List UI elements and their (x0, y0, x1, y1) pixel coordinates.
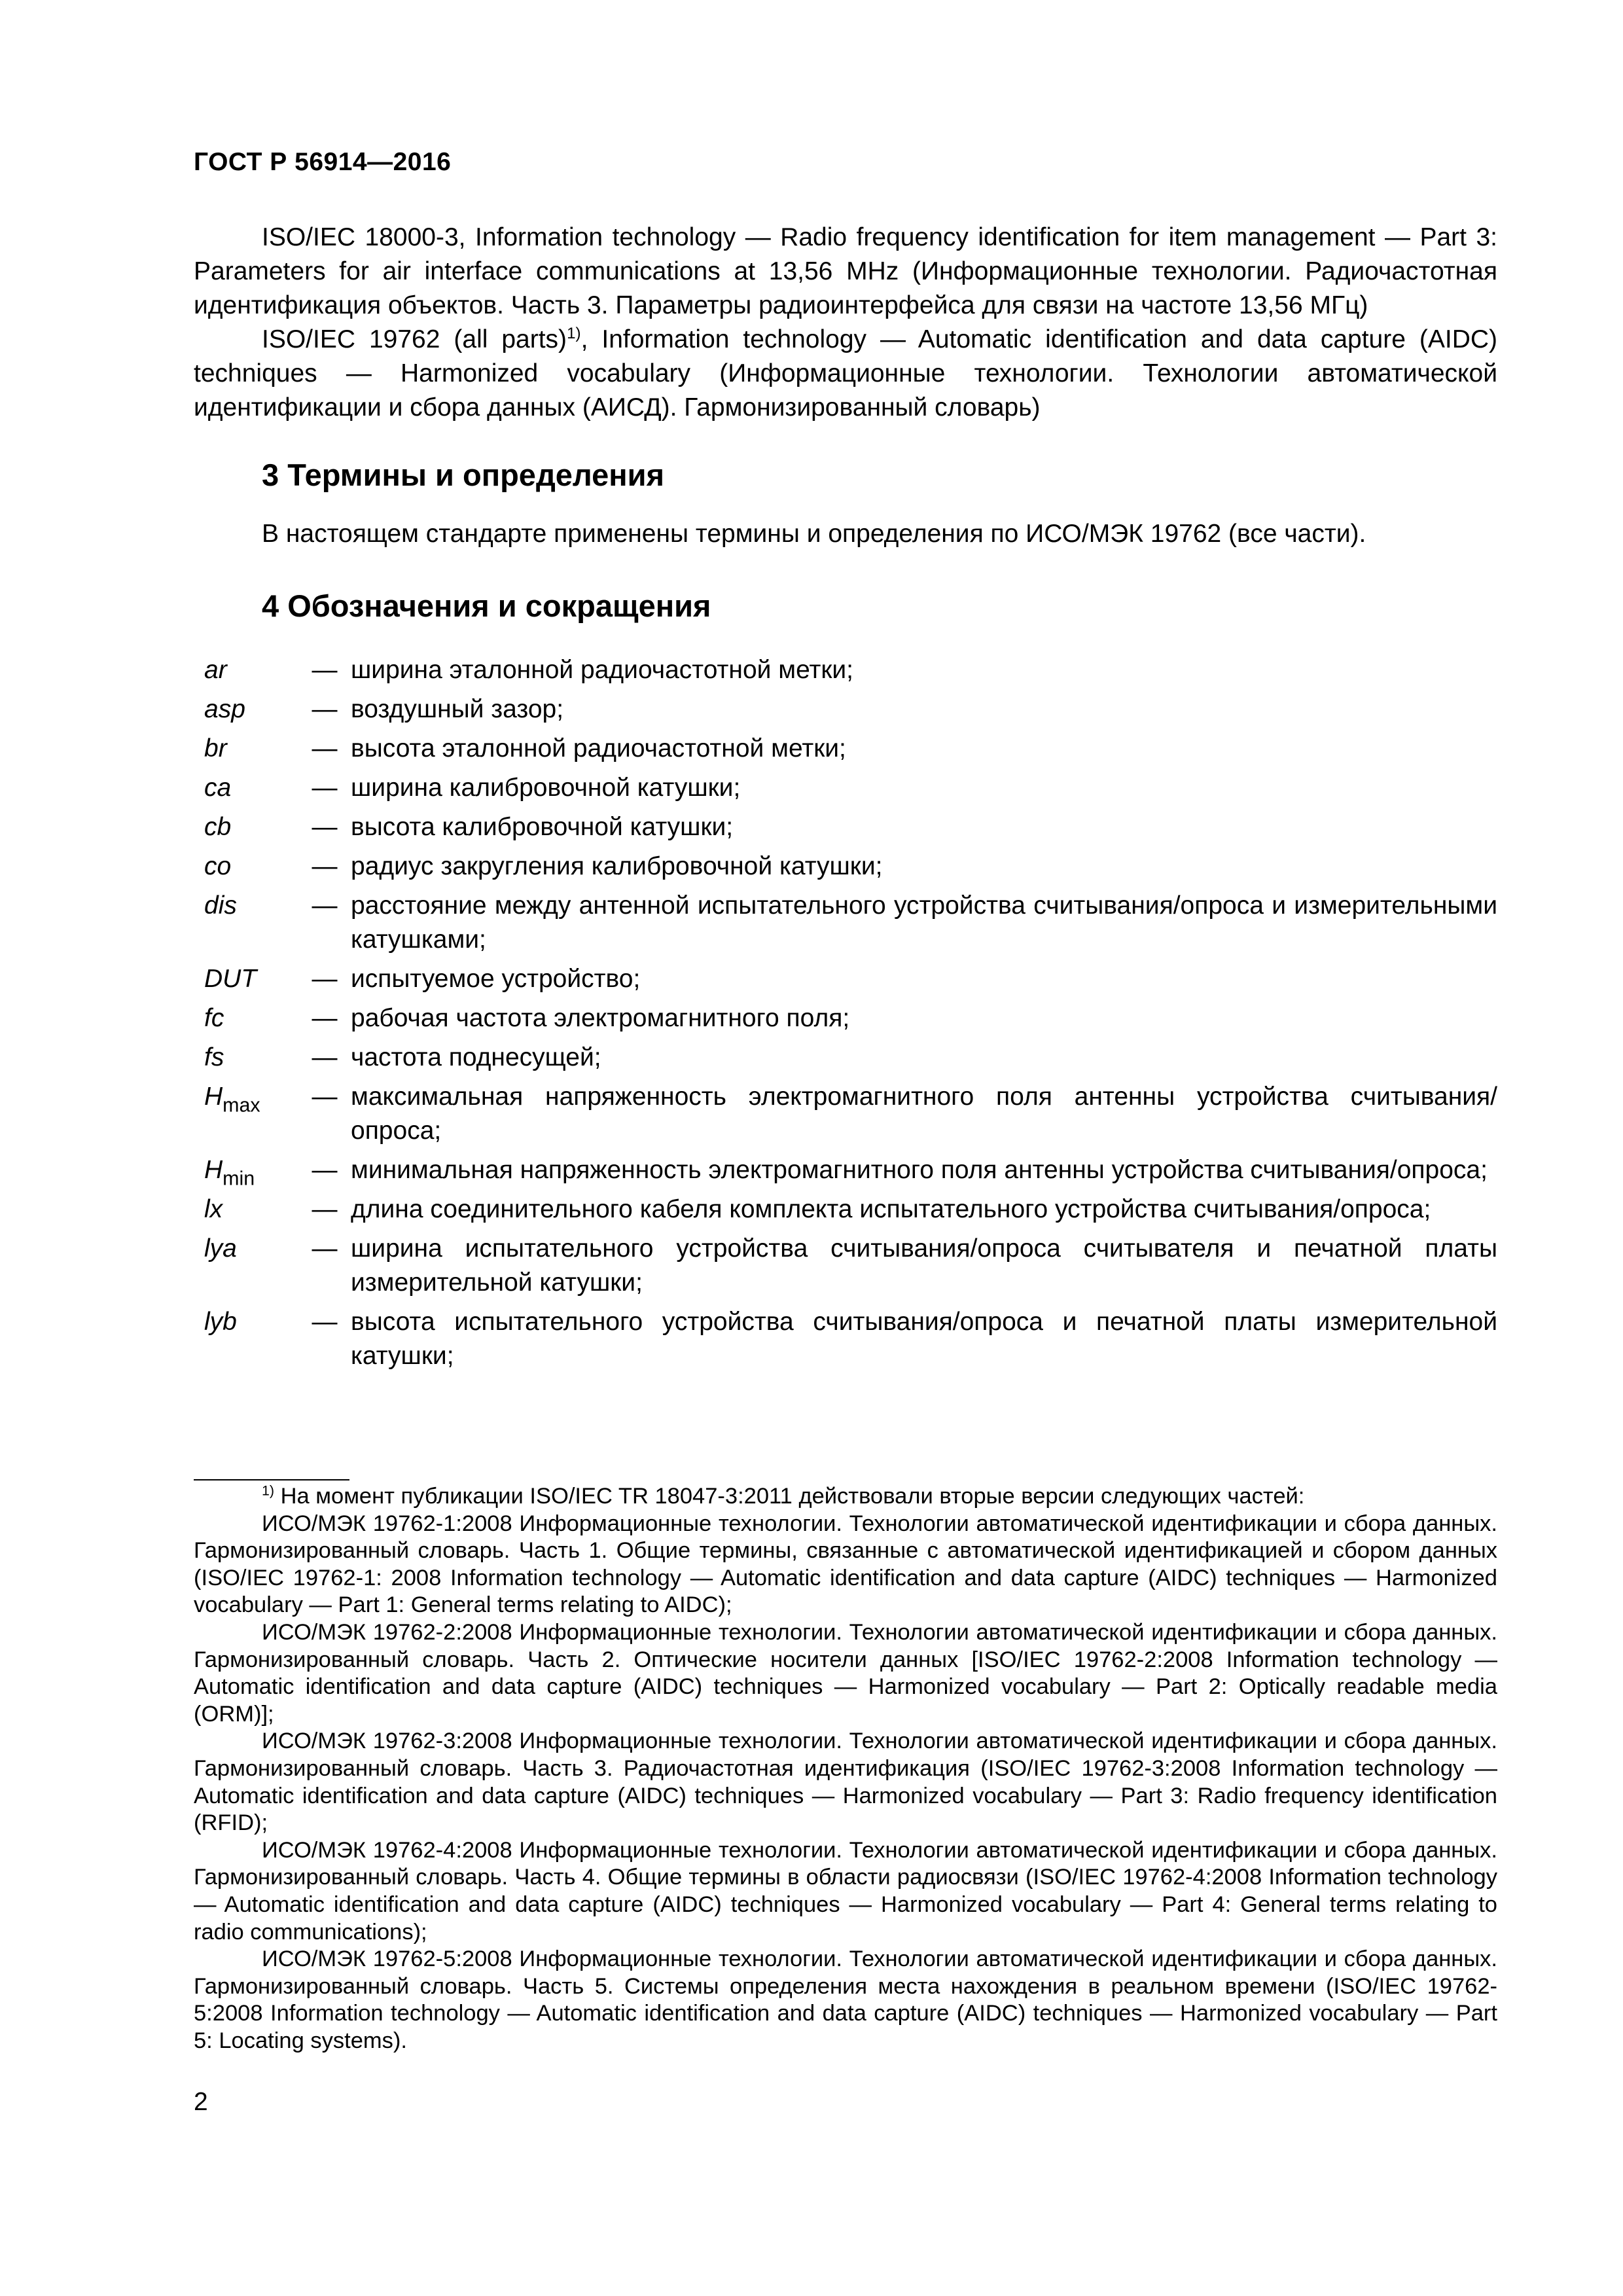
abbreviation-dash: — (312, 891, 338, 920)
abbreviation-definition: высота калибровочной катушки; (351, 813, 734, 841)
reference-text-end: , Information technology — Automatic identification and data capture (AIDC) techniques — Harmonized vocabulary (Информационные технологии. Технологии автоматической идентификации и сбора данных (АИСД). Гармонизированный словарь) (194, 325, 1498, 422)
reference-iso-19762 (194, 323, 1497, 425)
section-4-heading: 4 Обозначения и сокращения (262, 588, 711, 623)
abbreviation-dash: — (312, 774, 338, 802)
abbreviation-symbol: H (204, 1083, 223, 1111)
abbreviation-term (204, 732, 298, 766)
abbreviation-dash: — (312, 1308, 338, 1336)
abbreviation-symbol: lyb (204, 1308, 237, 1336)
abbreviation-term (204, 962, 298, 996)
page-number: 2 (194, 2088, 208, 2116)
abbreviation-symbol: fc (204, 1004, 224, 1032)
abbreviation-definition: ширина калибровочной катушки; (351, 774, 741, 802)
abbreviation-row (204, 889, 1497, 957)
abbreviation-dash: — (312, 1156, 338, 1184)
abbreviation-subscript: min (223, 1167, 255, 1190)
abbreviation-symbol: ar (204, 656, 227, 684)
abbreviation-row (204, 1080, 1497, 1148)
abbreviation-term (204, 1232, 298, 1300)
footnote-paragraph: ИСО/МЭК 19762-5:2008 Информационные технологии. Технологии автоматической идентификации и сбора данных. Гармонизированный словарь. Часть 5. Системы определения места нахождения в реальном времени (ISO/IEC 19762-5:2008 Information technology — Automatic identification and data capture (AIDC) techniques — Harmonized vocabulary — Part 5: Locating systems). (194, 1946, 1497, 2053)
abbreviation-symbol: fs (204, 1043, 224, 1071)
abbreviation-term (204, 692, 298, 726)
footnote-mark: 1) (262, 1482, 275, 1499)
reference-iso-18000-3: ISO/IEC 18000-3, Information technology — Radio frequency identification for item management — Part 3: Parameters for air interface communications at 13,56 MHz (Информационные технологии. Радиочастотная идентификация объектов. Часть 3. Параметры радиоинтерфейса для связи на частоте 13,56 МГц) (194, 223, 1497, 319)
abbreviation-term (204, 1193, 298, 1227)
abbreviation-definition: расстояние между антенной испытательного устройства считывания/опроса и измерительными катушками; (351, 891, 1497, 954)
abbreviation-dash: — (312, 1234, 338, 1263)
abbreviation-term (204, 1305, 298, 1373)
abbreviation-symbol: ca (204, 774, 232, 802)
abbreviation-definition: радиус закругления калибровочной катушки; (351, 852, 883, 880)
abbreviation-dash: — (312, 1195, 338, 1223)
normative-references (194, 221, 1497, 425)
abbreviation-dash: — (312, 1083, 338, 1111)
footnote-paragraph: ИСО/МЭК 19762-2:2008 Информационные технологии. Технологии автоматической идентификации и сбора данных. Гармонизированный словарь. Часть 2. Оптические носители данных [ISO/IEC 19762-2:2008 Information technology — Automatic identification and data capture (AIDC) techniques — Harmonized vocabulary — Part 2: Optically readable media (ORM)]; (194, 1619, 1497, 1727)
abbreviation-row (204, 962, 1497, 996)
abbreviation-definition: ширина испытательного устройства считывания/опроса считывателя и печатной платы измерительной катушки; (351, 1234, 1497, 1297)
abbreviation-definition: длина соединительного кабеля комплекта испытательного устройства считывания/опроса; (351, 1195, 1431, 1223)
abbreviation-dash: — (312, 965, 338, 993)
abbreviation-row (204, 1193, 1497, 1227)
abbreviation-definition: рабочая частота электромагнитного поля; (351, 1004, 850, 1032)
abbreviation-dash: — (312, 852, 338, 880)
abbreviation-row (204, 1041, 1497, 1075)
abbreviation-term (204, 850, 298, 884)
abbreviation-term (204, 1041, 298, 1075)
section-3-heading: 3 Термины и определения (262, 457, 664, 492)
footnotes (194, 1483, 1497, 2054)
abbreviation-row (204, 653, 1497, 687)
abbreviation-row (204, 692, 1497, 726)
abbreviation-definition: высота эталонной радиочастотной метки; (351, 734, 846, 762)
abbreviation-symbol: dis (204, 891, 237, 920)
abbreviation-row (204, 1232, 1497, 1300)
abbreviation-row (204, 771, 1497, 805)
footnote-paragraph: ИСО/МЭК 19762-1:2008 Информационные технологии. Технологии автоматической идентификации и сбора данных. Гармонизированный словарь. Часть 1. Общие термины, связанные с автоматической идентификацией и сбором данных (ISO/IEC 19762-1: 2008 Information technology — Automatic identification and data capture (AIDC) techniques — Harmonized vocabulary — Part 1: General terms relating to AIDC); (194, 1511, 1497, 1618)
abbreviation-dash: — (312, 695, 338, 723)
abbreviation-row (204, 1305, 1497, 1373)
document-code: ГОСТ Р 56914—2016 (194, 148, 452, 176)
abbreviation-row (204, 810, 1497, 844)
footnote-separator (194, 1479, 349, 1480)
abbreviation-dash: — (312, 1004, 338, 1032)
abbreviation-term (204, 771, 298, 805)
abbreviation-symbol: lx (204, 1195, 223, 1223)
abbreviation-row (204, 1001, 1497, 1035)
abbreviation-dash: — (312, 813, 338, 841)
abbreviation-dash: — (312, 656, 338, 684)
abbreviation-symbol: co (204, 852, 232, 880)
abbreviation-term (204, 1080, 298, 1148)
abbreviation-subscript: max (223, 1094, 260, 1117)
abbreviation-definition: максимальная напряженность электромагнитного поля антенны устройства считывания/опроса; (351, 1083, 1497, 1145)
abbreviation-row (204, 732, 1497, 766)
abbreviation-definition: воздушный зазор; (351, 695, 564, 723)
abbreviation-row (204, 850, 1497, 884)
footnote-paragraph: ИСО/МЭК 19762-4:2008 Информационные технологии. Технологии автоматической идентификации и сбора данных. Гармонизированный словарь. Часть 4. Общие термины в области радиосвязи (ISO/IEC 19762-4:2008 Information technology — Automatic identification and data capture (AIDC) techniques — Harmonized vocabulary — Part 4: General terms relating to radio communications); (194, 1837, 1497, 1945)
footnote-marker[interactable]: 1) (567, 325, 581, 342)
abbreviation-symbol: DUT (204, 965, 257, 993)
abbreviation-symbol: lya (204, 1234, 237, 1263)
abbreviation-symbol: cb (204, 813, 232, 841)
abbreviation-term (204, 810, 298, 844)
reference-text-start: ISO/IEC 19762 (all parts) (262, 325, 567, 353)
footnote-intro-text: На момент публикации ISO/IEC TR 18047-3:2011 действовали вторые версии следующих частей: (280, 1484, 1305, 1509)
footnote-intro (194, 1483, 1497, 1511)
footnote-paragraph: ИСО/МЭК 19762-3:2008 Информационные технологии. Технологии автоматической идентификации и сбора данных. Гармонизированный словарь. Часть 3. Радиочастотная идентификация (ISO/IEC 19762-3:2008 Information technology — Automatic identification and data capture (AIDC) techniques — Harmonized vocabulary — Part 3: Radio frequency identification (RFID); (194, 1729, 1497, 1836)
section-3-text: В настоящем стандарте применены термины и определения по ИСО/МЭК 19762 (все части). (262, 520, 1366, 548)
abbreviation-definition: высота испытательного устройства считывания/опроса и печатной платы измерительной катушки; (351, 1308, 1497, 1370)
abbreviation-symbol: asp (204, 695, 245, 723)
abbreviation-term (204, 1001, 298, 1035)
abbreviation-dash: — (312, 1043, 338, 1071)
abbreviation-row (204, 1153, 1497, 1190)
abbreviation-definition: минимальная напряженность электромагнитного поля антенны устройства считывания/опроса; (351, 1156, 1488, 1184)
abbreviation-term (204, 653, 298, 687)
abbreviations-list (204, 653, 1497, 1378)
abbreviation-symbol: H (204, 1156, 223, 1184)
abbreviation-definition: ширина эталонной радиочастотной метки; (351, 656, 854, 684)
abbreviation-dash: — (312, 734, 338, 762)
abbreviation-term (204, 889, 298, 957)
abbreviation-definition: испытуемое устройство; (351, 965, 641, 993)
abbreviation-term (204, 1153, 298, 1190)
abbreviation-symbol: br (204, 734, 227, 762)
abbreviation-definition: частота поднесущей; (351, 1043, 601, 1071)
